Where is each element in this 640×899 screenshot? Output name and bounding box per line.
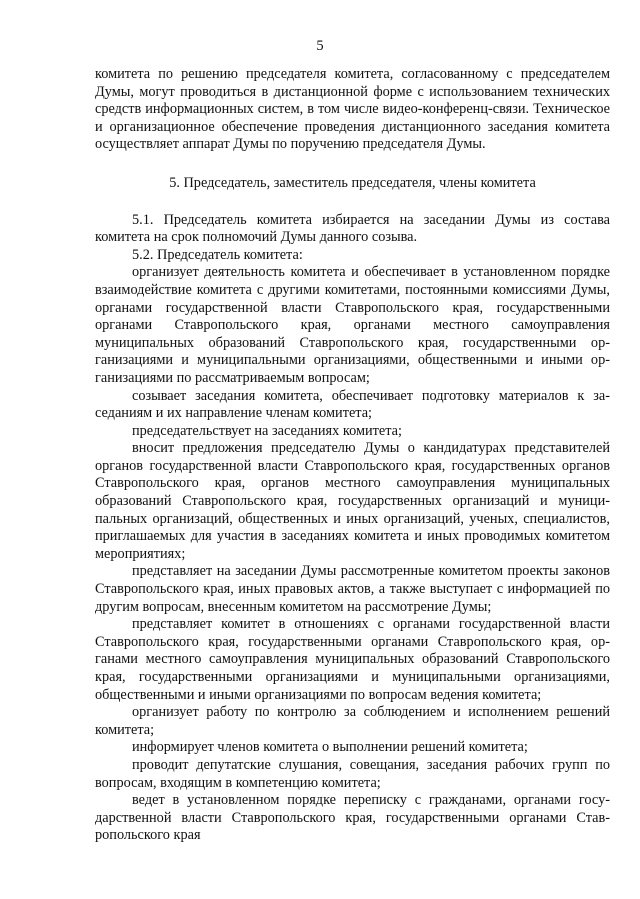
paragraph-control: организует работу по контролю за соблюдением и исполнением решений комитета; [95,704,610,738]
paragraph-correspondence: ведет в установленном порядке переписку с гражданами, органами государственной власти Ставропольского края, государственными органами Ставропольского края [95,792,610,844]
paragraph-proposes: вносит предложения председателю Думы о кандидатурах представителей органов государственной власти Ставропольского края, государственных органов Ставропольского края, органов местного самоуправления муниципальных образований Ставропольского края, государственных организаций и муниципальных организаций, общественных и иных организаций, ученых, специалистов, приглашаемых для участия в заседаниях комитета и иных проводимых комитетом мероприятиях; [95,440,610,562]
paragraph-presides: председательствует на заседаниях комитета; [132,422,402,439]
page-number: 5 [316,38,324,54]
paragraph-5-1: 5.1. Председатель комитета избирается на заседании Думы из состава комитета на срок полномочий Думы данного созыва. [95,211,610,246]
paragraph-5-2: 5.2. Председатель комитета: [132,246,303,263]
document-body [95,66,610,845]
paragraph-informs: информирует членов комитета о выполнении решений комитета; [132,739,528,756]
paragraph-continuation: комитета по решению председателя комитета, согласованному с председателем Думы, могут проводиться в дистанционной форме с использованием технических средств информационных систем, в том числе видео-конференц-связи. Техническое и организационное обеспечение проведения дистанционного заседания комитета осуществляет аппарат Думы по поручению председателя Думы. [95,66,610,153]
paragraph-hearings: проводит депутатские слушания, совещания, заседания рабочих групп по вопросам, входящим в компетенцию комитета; [95,756,610,791]
paragraph-represents: представляет комитет в отношениях с органами государственной власти Ставропольского края, государственными органами Ставропольского края, органами местного самоуправления муниципальных образований Ставропольского края, государственными организациями и муниципальными организациями, общественными и иными организациями по вопросам ведения комитета; [95,616,610,703]
paragraph-convenes: созывает заседания комитета, обеспечивает подготовку материалов к заседаниям и их направление членам комитета; [95,387,610,422]
section-heading: 5. Председатель, заместитель председателя, члены комитета [169,174,536,191]
paragraph-presents-at-session: представляет на заседании Думы рассмотренные комитетом проекты законов Ставропольского края, иных правовых актов, а также выступает с информацией по другим вопросам, внесенным комитетом на рассмотрение Думы; [95,563,610,615]
paragraph-organizes: организует деятельность комитета и обеспечивает в установленном порядке взаимодействие комитета с другими комитетами, постоянными комиссиями Думы, органами государственной власти Ставропольского края, государственными органами Ставропольского края, органами местного самоуправления муниципальных образований Ставропольского края, государственными организациями и муниципальными организациями, общественными и иными организациями по рассматриваемым вопросам; [95,264,610,386]
